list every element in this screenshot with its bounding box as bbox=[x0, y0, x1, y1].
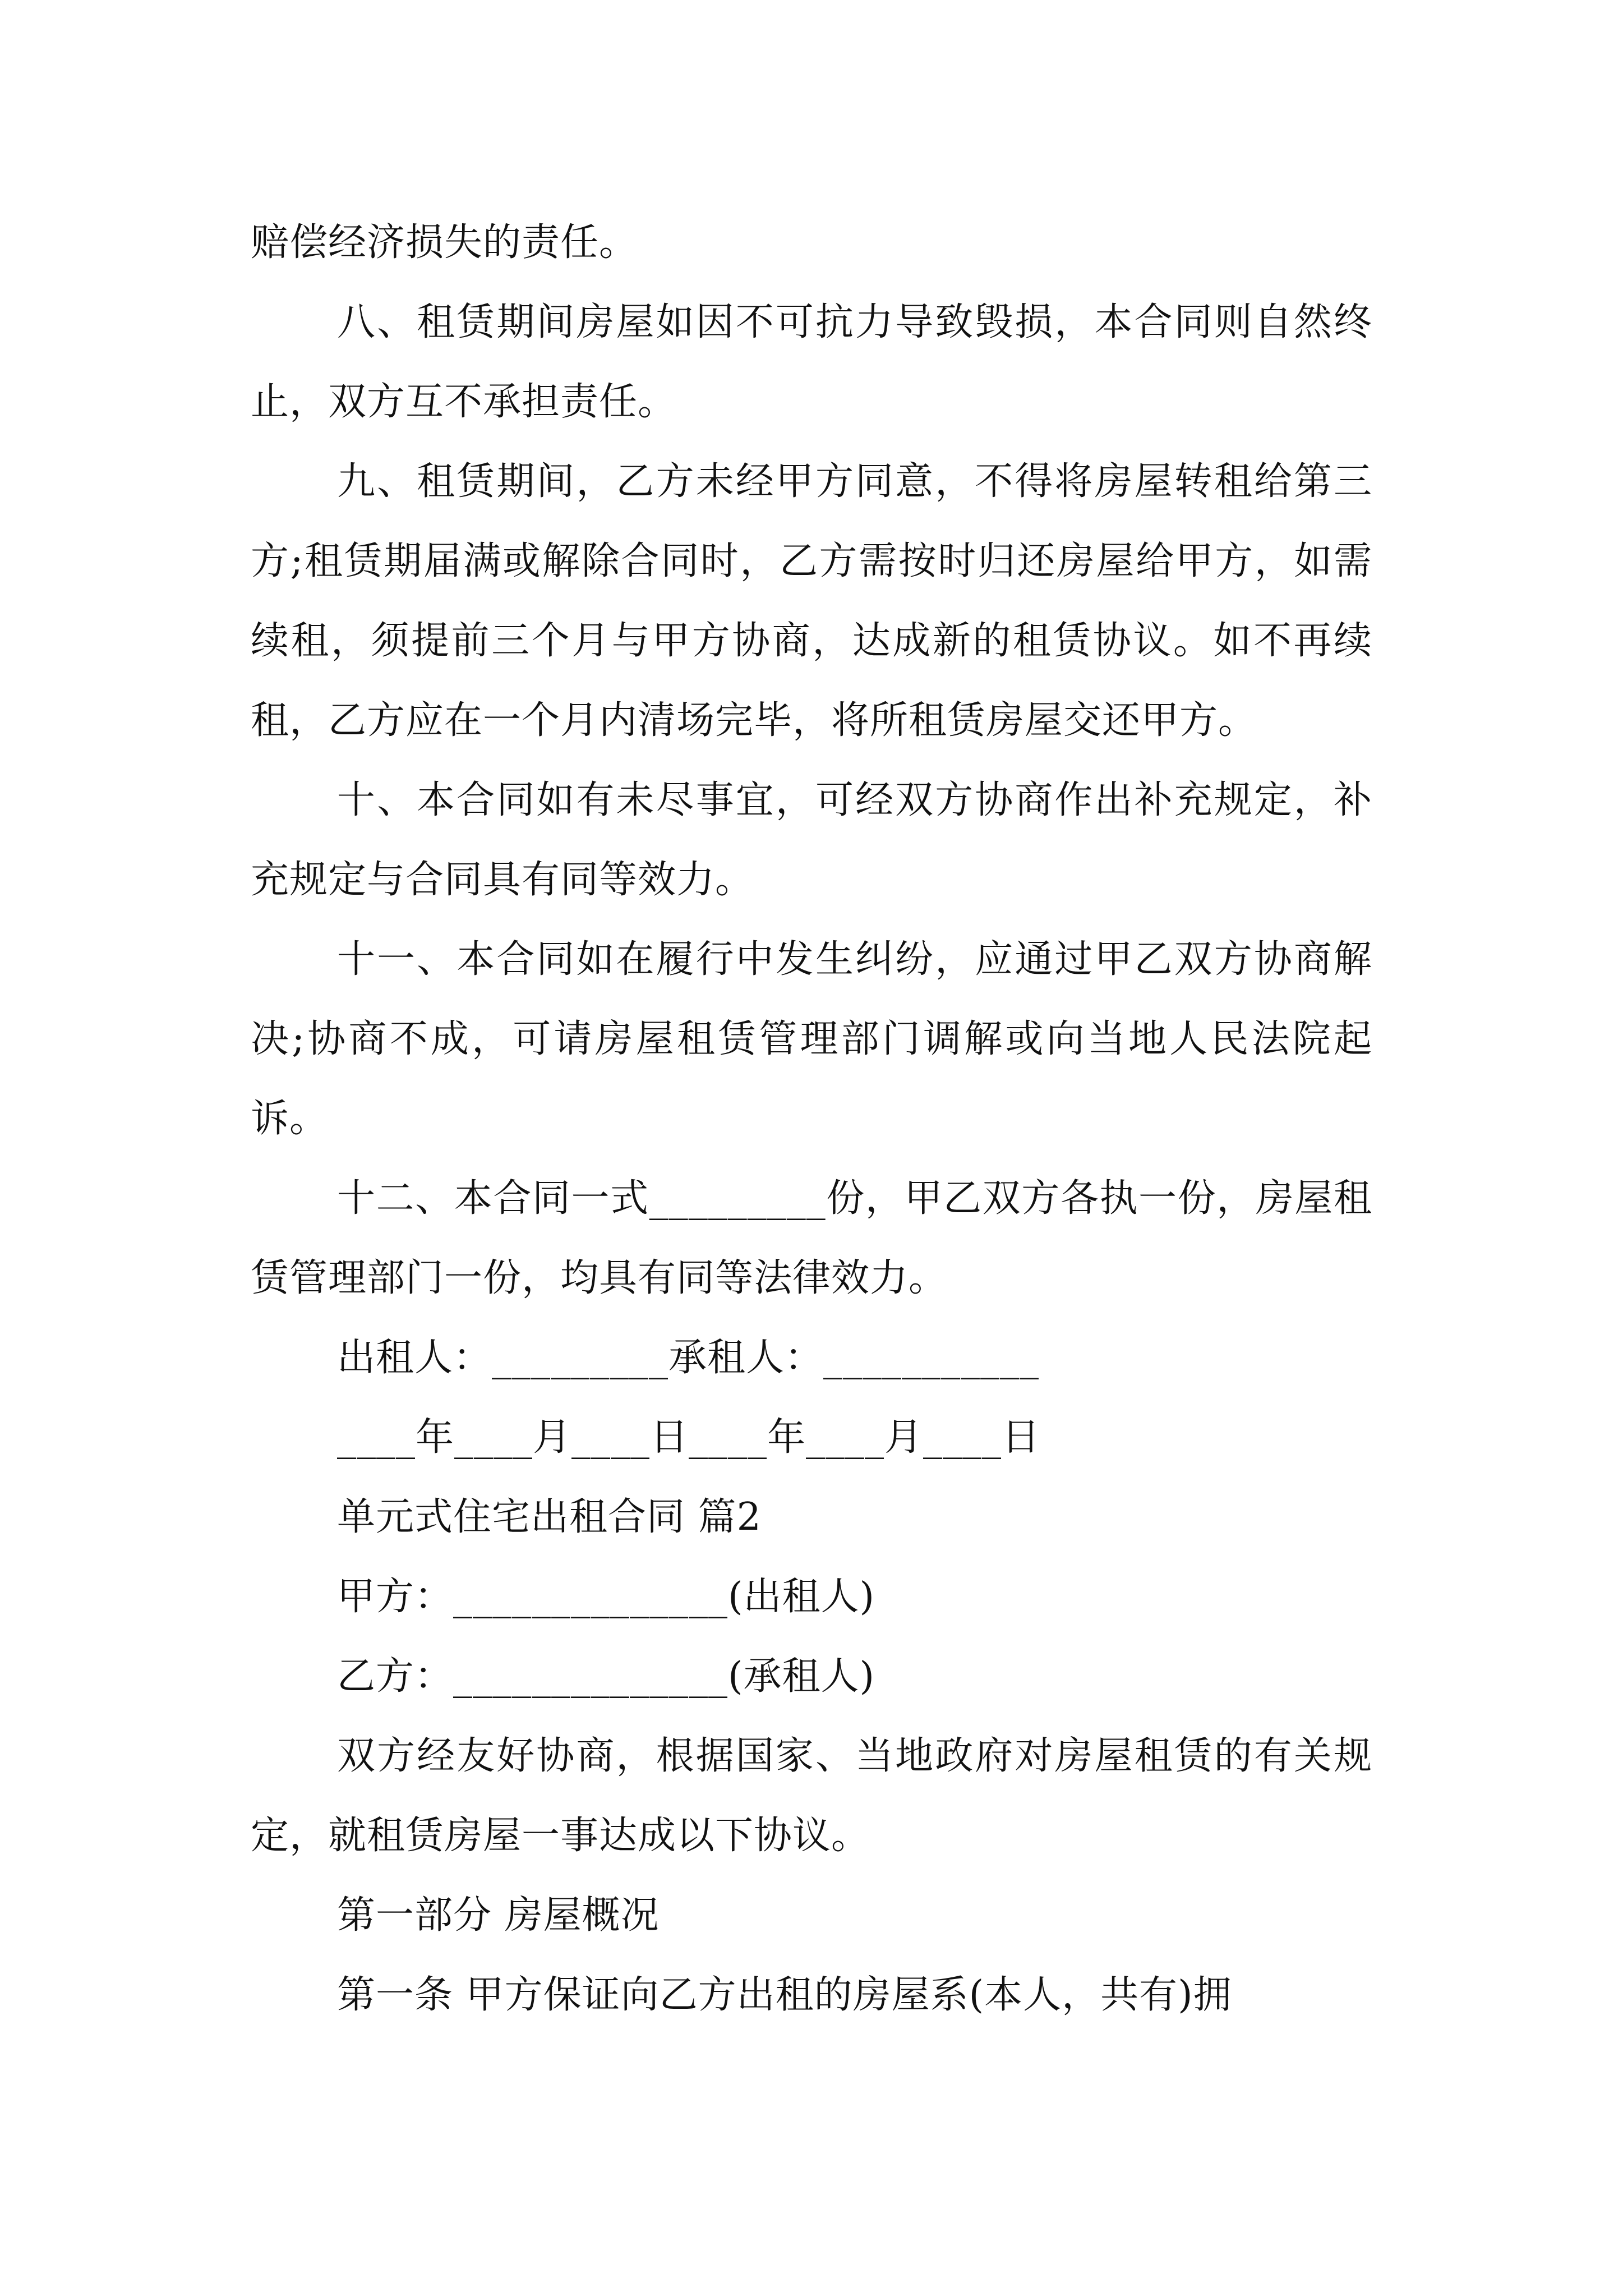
date-line: ____年____月____日____年____月____日 bbox=[337, 1415, 1041, 1460]
document-body bbox=[251, 203, 1372, 2035]
section-title: 单元式住宅出租合同 篇2 bbox=[337, 1495, 762, 1539]
paragraph-clause-9: 九、租赁期间，乙方未经甲方同意，不得将房屋转租给第三方;租赁期届满或解除合同时，乙方需按时归还房屋给甲方，如需续租，须提前三个月与甲方协商，达成新的租赁协议。如不再续租，乙方应在一个月内清场完毕，将所租赁房屋交还甲方。 bbox=[251, 459, 1372, 743]
paragraph-clause-11: 十一、本合同如在履行中发生纠纷，应通过甲乙双方协商解决;协商不成，可请房屋租赁管理部门调解或向当地人民法院起诉。 bbox=[251, 937, 1372, 1141]
article-one: 第一条 甲方保证向乙方出租的房屋系(本人，共有)拥 bbox=[337, 1973, 1232, 2017]
party-a-line: 甲方：______________(出租人) bbox=[337, 1575, 875, 1619]
agreement-intro: 双方经友好协商，根据国家、当地政府对房屋租赁的有关规定，就租赁房屋一事达成以下协议。 bbox=[251, 1734, 1372, 1858]
paragraph-clause-10: 十、本合同如有未尽事宜，可经双方协商作出补充规定，补充规定与合同具有同等效力。 bbox=[251, 778, 1372, 902]
paragraph-clause-12: 十二、本合同一式_________份，甲乙双方各执一份，房屋租赁管理部门一份，均具有同等法律效力。 bbox=[251, 1176, 1372, 1300]
paragraph-1: 赔偿经济损失的责任。 bbox=[251, 220, 638, 265]
part-one-heading: 第一部分 房屋概况 bbox=[337, 1893, 660, 1938]
paragraph-clause-8: 八、租赁期间房屋如因不可抗力导致毁损，本合同则自然终止，双方互不承担责任。 bbox=[251, 300, 1372, 424]
signature-line: 出租人：_________承租人：___________ bbox=[337, 1336, 1040, 1380]
party-b-line: 乙方：______________(承租人) bbox=[337, 1654, 875, 1699]
